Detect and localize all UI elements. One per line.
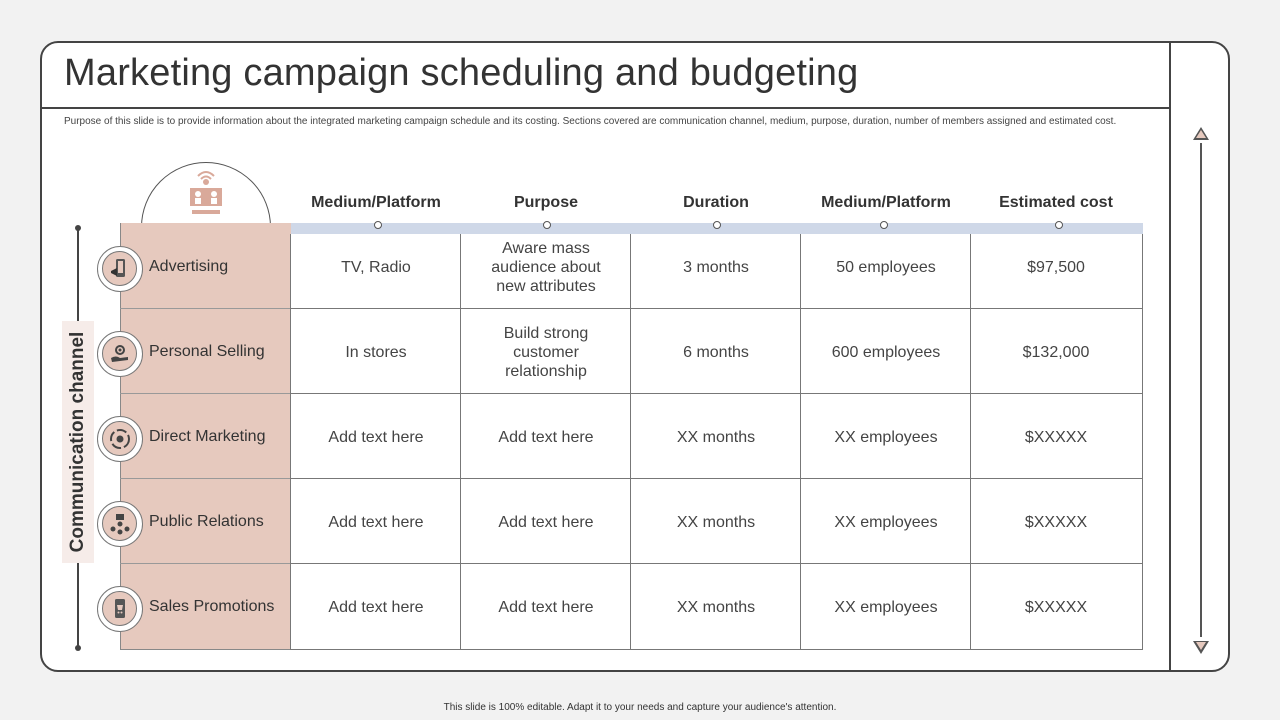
table-cell: TV, Radio (341, 259, 411, 276)
table-cell: Build strong customer relationship (503, 325, 589, 380)
table-cell: Add text here (498, 599, 594, 616)
table-cell: Add text here (328, 599, 424, 616)
phone-megaphone-icon (97, 246, 143, 292)
side-divider (1169, 43, 1171, 671)
channel-sales-promotions: Sales Promotions (149, 598, 275, 615)
table-cell: XX months (676, 429, 756, 446)
title-divider (42, 107, 1170, 109)
row-divider (120, 563, 291, 564)
table-cell: $XXXXX (1024, 514, 1088, 531)
people-network-icon (97, 501, 143, 547)
row-divider (120, 478, 291, 479)
communication-channel-label: Communication channel (67, 331, 88, 553)
channel-axis-dot-bottom (75, 645, 81, 651)
shopping-cart-phone-icon (97, 586, 143, 632)
channel-axis-dot-top (75, 225, 81, 231)
broadcast-presenter-icon (186, 168, 226, 218)
hand-gear-icon (97, 331, 143, 377)
table-cell: Add text here (328, 429, 424, 446)
scroll-down-arrow-icon[interactable] (1193, 641, 1209, 654)
table-cell: XX months (676, 599, 756, 616)
col-divider (1142, 234, 1143, 650)
row-divider (120, 308, 291, 309)
table-cell: 50 employees (836, 259, 936, 276)
scroll-track[interactable] (1200, 143, 1202, 637)
table-cell: XX employees (834, 599, 938, 616)
table-cell: $97,500 (1027, 259, 1085, 276)
table-cell: Add text here (498, 514, 594, 531)
table-cell: XX months (676, 514, 756, 531)
channel-advertising: Advertising (149, 258, 229, 275)
table-cell: Add text here (328, 514, 424, 531)
table-cell: 3 months (683, 259, 749, 276)
channel-direct-marketing: Direct Marketing (149, 428, 266, 445)
row-divider (120, 393, 291, 394)
channel-personal-selling: Personal Selling (149, 343, 265, 360)
footer-note: This slide is 100% editable. Adapt it to your needs and capture your audience's attention. (443, 702, 837, 713)
table-cell: 600 employees (831, 344, 941, 361)
target-cycle-icon (97, 416, 143, 462)
table-cell: XX employees (834, 429, 938, 446)
header-medium-platform-2: Medium/Platform (821, 194, 951, 211)
scroll-up-arrow-icon[interactable] (1193, 127, 1209, 140)
table-cell: $XXXXX (1024, 429, 1088, 446)
page-title: Marketing campaign scheduling and budgeting (64, 52, 859, 94)
table-cell: $132,000 (1022, 344, 1090, 361)
header-estimated-cost: Estimated cost (999, 194, 1113, 211)
channel-public-relations: Public Relations (149, 513, 264, 530)
table-cell: Add text here (498, 429, 594, 446)
header-duration: Duration (683, 194, 749, 211)
slide-description: Purpose of this slide is to provide information about the integrated marketing campaign schedule and its costing. Sections covered are communication channel, medium, purpose, duration, number of members assigned and estimated cost. (64, 116, 1117, 127)
table-cell: In stores (345, 344, 407, 361)
table-cell: $XXXXX (1024, 599, 1088, 616)
table-cell: 6 months (683, 344, 749, 361)
table-cell: Aware mass audience about new attributes (491, 240, 601, 295)
header-purpose: Purpose (513, 194, 578, 211)
header-medium-platform-1: Medium/Platform (311, 194, 441, 211)
table-cell: XX employees (834, 514, 938, 531)
